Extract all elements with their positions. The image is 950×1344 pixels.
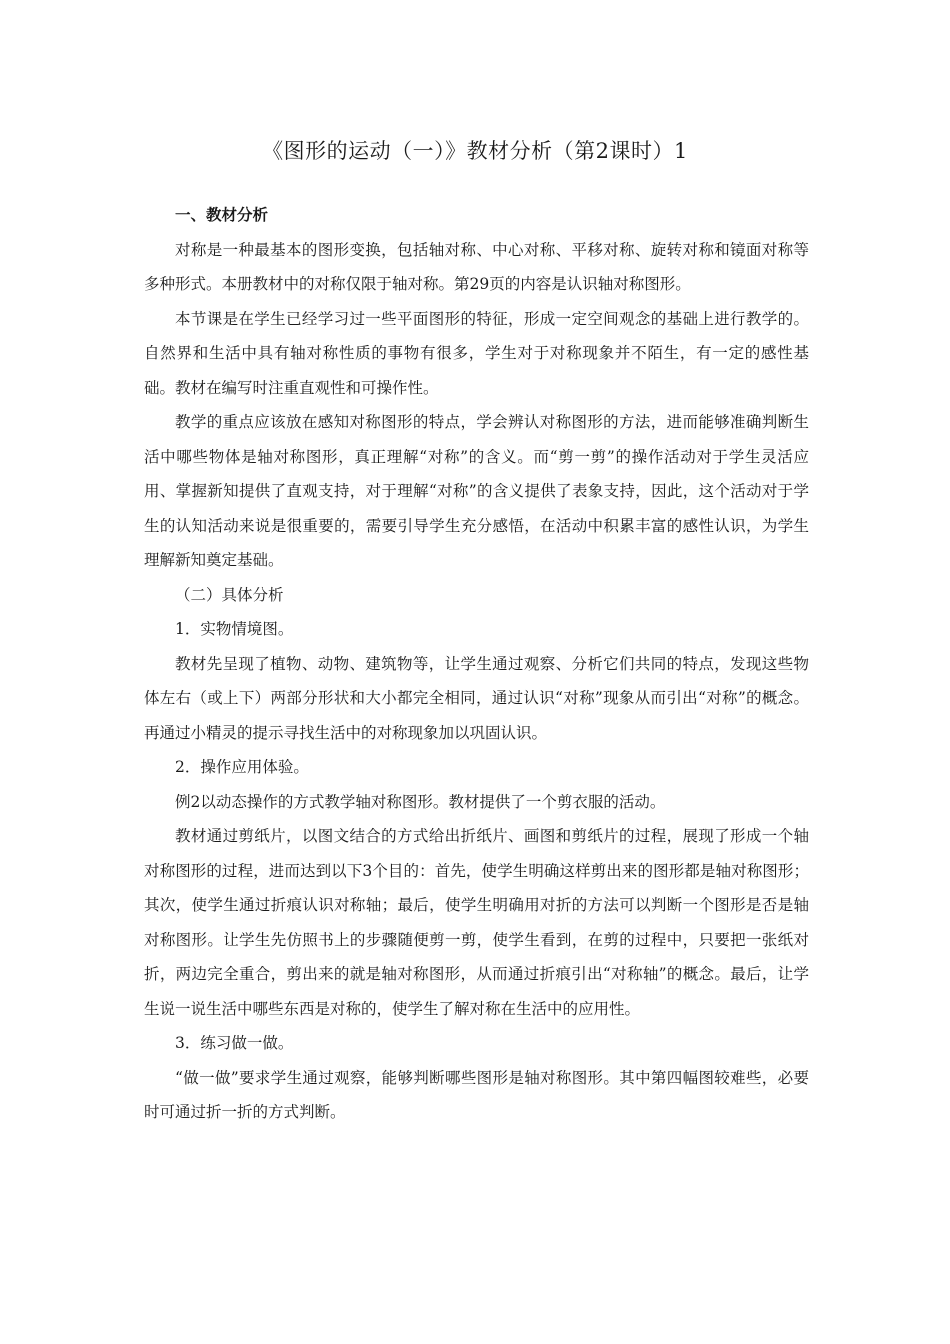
document-body xyxy=(144,198,809,1130)
list-item-heading: 3．练习做一做。 xyxy=(175,1034,294,1052)
list-item-heading: 1．实物情境图。 xyxy=(175,620,294,638)
section-heading: 一、教材分析 xyxy=(175,205,269,224)
paragraph: “做一做”要求学生通过观察，能够判断哪些图形是轴对称图形。其中第四幅图较难些，必要时可通过折一折的方式判断。 xyxy=(144,1068,809,1121)
paragraph: 教材先呈现了植物、动物、建筑物等，让学生通过观察、分析它们共同的特点，发现这些物体左右（或上下）两部分形状和大小都完全相同，通过认识“对称”现象从而引出“对称”的概念。再通过小精灵的提示寻找生活中的对称现象加以巩固认识。 xyxy=(144,654,809,742)
paragraph: 例2以动态操作的方式教学轴对称图形。教材提供了一个剪衣服的活动。 xyxy=(175,792,666,811)
paragraph: 对称是一种最基本的图形变换，包括轴对称、中心对称、平移对称、旋转对称和镜面对称等多种形式。本册教材中的对称仅限于轴对称。第29页的内容是认识轴对称图形。 xyxy=(144,240,809,293)
paragraph: 本节课是在学生已经学习过一些平面图形的特征，形成一定空间观念的基础上进行教学的。自然界和生活中具有轴对称性质的事物有很多，学生对于对称现象并不陌生，有一定的感性基础。教材在编写时注重直观性和可操作性。 xyxy=(144,309,809,397)
paragraph: 教材通过剪纸片，以图文结合的方式给出折纸片、画图和剪纸片的过程，展现了形成一个轴对称图形的过程，进而达到以下3个目的：首先，使学生明确这样剪出来的图形都是轴对称图形；其次，使学生通过折痕认识对称轴；最后，使学生明确用对折的方法可以判断一个图形是否是轴对称图形。让学生先仿照书上的步骤随便剪一剪，使学生看到，在剪的过程中，只要把一张纸对折，两边完全重合，剪出来的就是轴对称图形，从而通过折痕引出“对称轴”的概念。最后，让学生说一说生活中哪些东西是对称的，使学生了解对称在生活中的应用性。 xyxy=(144,827,809,1018)
paragraph: 教学的重点应该放在感知对称图形的特点，学会辨认对称图形的方法，进而能够准确判断生活中哪些物体是轴对称图形，真正理解“对称”的含义。而“剪一剪”的操作活动对于学生灵活应用、掌握新知提供了直观支持，对于理解“对称”的含义提供了表象支持，因此，这个活动对于学生的认知活动来说是很重要的，需要引导学生充分感悟，在活动中积累丰富的感性认识，为学生理解新知奠定基础。 xyxy=(144,413,809,569)
document-title: 《图形的运动（一）》教材分析（第2课时）1 xyxy=(262,139,688,163)
subsection-heading: （二）具体分析 xyxy=(175,585,284,604)
list-item-heading: 2．操作应用体验。 xyxy=(175,758,309,776)
